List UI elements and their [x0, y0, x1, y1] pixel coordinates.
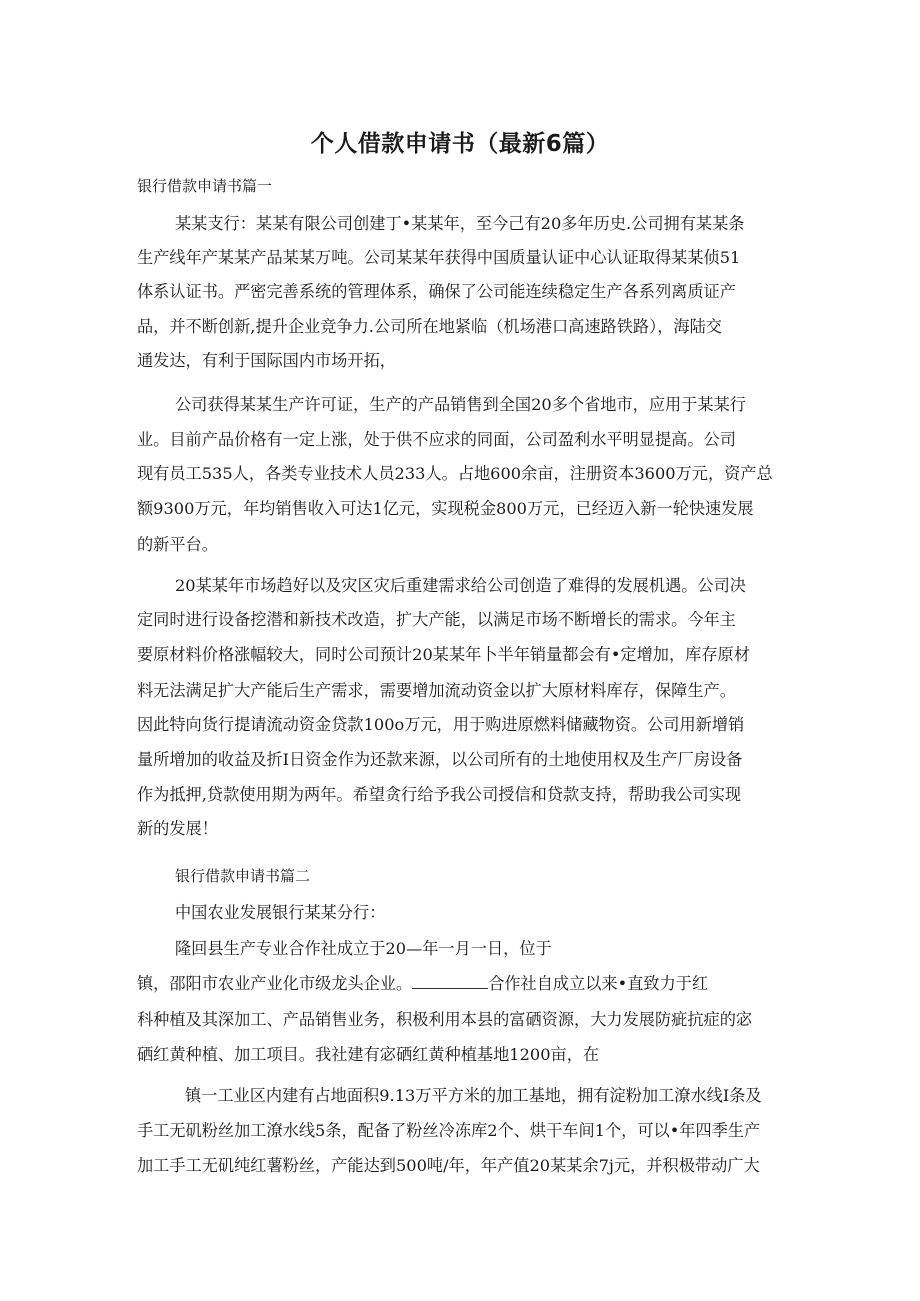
paragraph-line: 中国农业发展银行某某分行： [175, 903, 386, 922]
paragraph-line: 镇一工业区内建有占地面积9.13万平方米的加工基地，拥有淀粉加工潦水线I条及 [185, 1086, 762, 1105]
paragraph-line: 额9300万元，年均销售收入可达1亿元，实现税金800万元，已经迈入新一轮快速发展 [137, 499, 754, 518]
paragraph-line: 新的发展！ [137, 819, 218, 838]
paragraph-line: 量所增加的收益及折I日资金作为还款来源，以公司所有的土地使用权及生产厂房设备 [137, 750, 743, 769]
paragraph-line: 手工无矶粉丝加工潦水线5条，配备了粉丝冷冻库2个、烘干车间1个，可以•年四季生产 [137, 1121, 761, 1140]
section-heading: 银行借款申请书篇二 [175, 867, 311, 885]
fill-in-blank [412, 974, 488, 989]
document-title: 个人借款申请书（最新6篇） [310, 131, 610, 157]
paragraph-line: 体系认证书。严密完善系统的管理体系，确保了公司能连续稳定生产各系列离质证产 [137, 282, 736, 301]
paragraph-line: 作为抵押,贷款使用期为两年。希望贪行给予我公司授信和贷款支持，帮助我公司实现 [137, 785, 742, 804]
paragraph-line: 科种植及其深加工、产品销售业务，积极利用本县的富硒资源，大力发展防疵抗症的宓 [137, 1010, 753, 1029]
paragraph-line: 20某某年市场趋好以及灾区灾后重建需求给公司创造了难得的发展机遇。公司决 [175, 576, 746, 595]
paragraph-line: 通发达，有利于国际国内市场开拓， [137, 351, 396, 370]
paragraph-line: 生产线年产某某产品某某万吨。公司某某年获得中国质量认证中心认证取得某某侦51 [137, 248, 741, 267]
paragraph-line: 定同时进行设备挖潜和新技术改造，扩大产能，以满足市场不断增长的需求。今年主 [137, 610, 736, 629]
paragraph-line: 某某支行：某某有限公司创建丁•某某年，至今己有20多年历史.公司拥有某某条 [175, 214, 745, 233]
paragraph-line: 的新平台。 [137, 535, 218, 554]
paragraph-line [137, 972, 920, 996]
paragraph-line: 因此特向货行提请流动资金贷款100o万元，用于购进原燃料储藏物资。公司用新增销 [137, 715, 745, 734]
paragraph-line: 现有员工535人，各类专业技术人员233人。占地600余亩，注册资本3600万元，资产总 [137, 464, 773, 483]
paragraph-line: 品，并不断创新,提升企业竞争力.公司所在地紧临（机场港口高速路铁路），海陆交 [137, 317, 722, 336]
paragraph-line: 隆回县生产专业合作社成立于20—年一月一日，位于 [175, 939, 552, 958]
paragraph-line: 要原材料价格涨幅较大，同时公司预计20某某年卜半年销量都会有•定增加，库存原材 [137, 645, 750, 664]
paragraph-line: 公司获得某某生产许可证，生产的产品销售到全国20多个省地市，应用于某某行 [175, 395, 746, 414]
paragraph-line: 业。目前产品价格有一定上涨，处于供不应求的同面，公司盈利水平明显提高。公司 [137, 430, 736, 449]
line-text: 镇，邵阳市农业产业化市级龙头企业。 [137, 974, 413, 993]
section-heading: 银行借款申请书篇一 [137, 177, 273, 195]
paragraph-line: 加工手工无矶纯红薯粉丝，产能达到500吨/年，年产值20某某余7j元，并积极带动广大 [137, 1156, 760, 1175]
line-text: 合作社自成立以来•直致力于红 [488, 974, 709, 993]
paragraph-line: 硒红黄种植、加工项目。我社建有宓硒红黄种植基地1200亩，在 [137, 1045, 600, 1064]
paragraph-line: 料无法满足扩大产能后生产需求，需要增加流动资金以扩大原材料库存，保障生产。 [137, 681, 736, 700]
